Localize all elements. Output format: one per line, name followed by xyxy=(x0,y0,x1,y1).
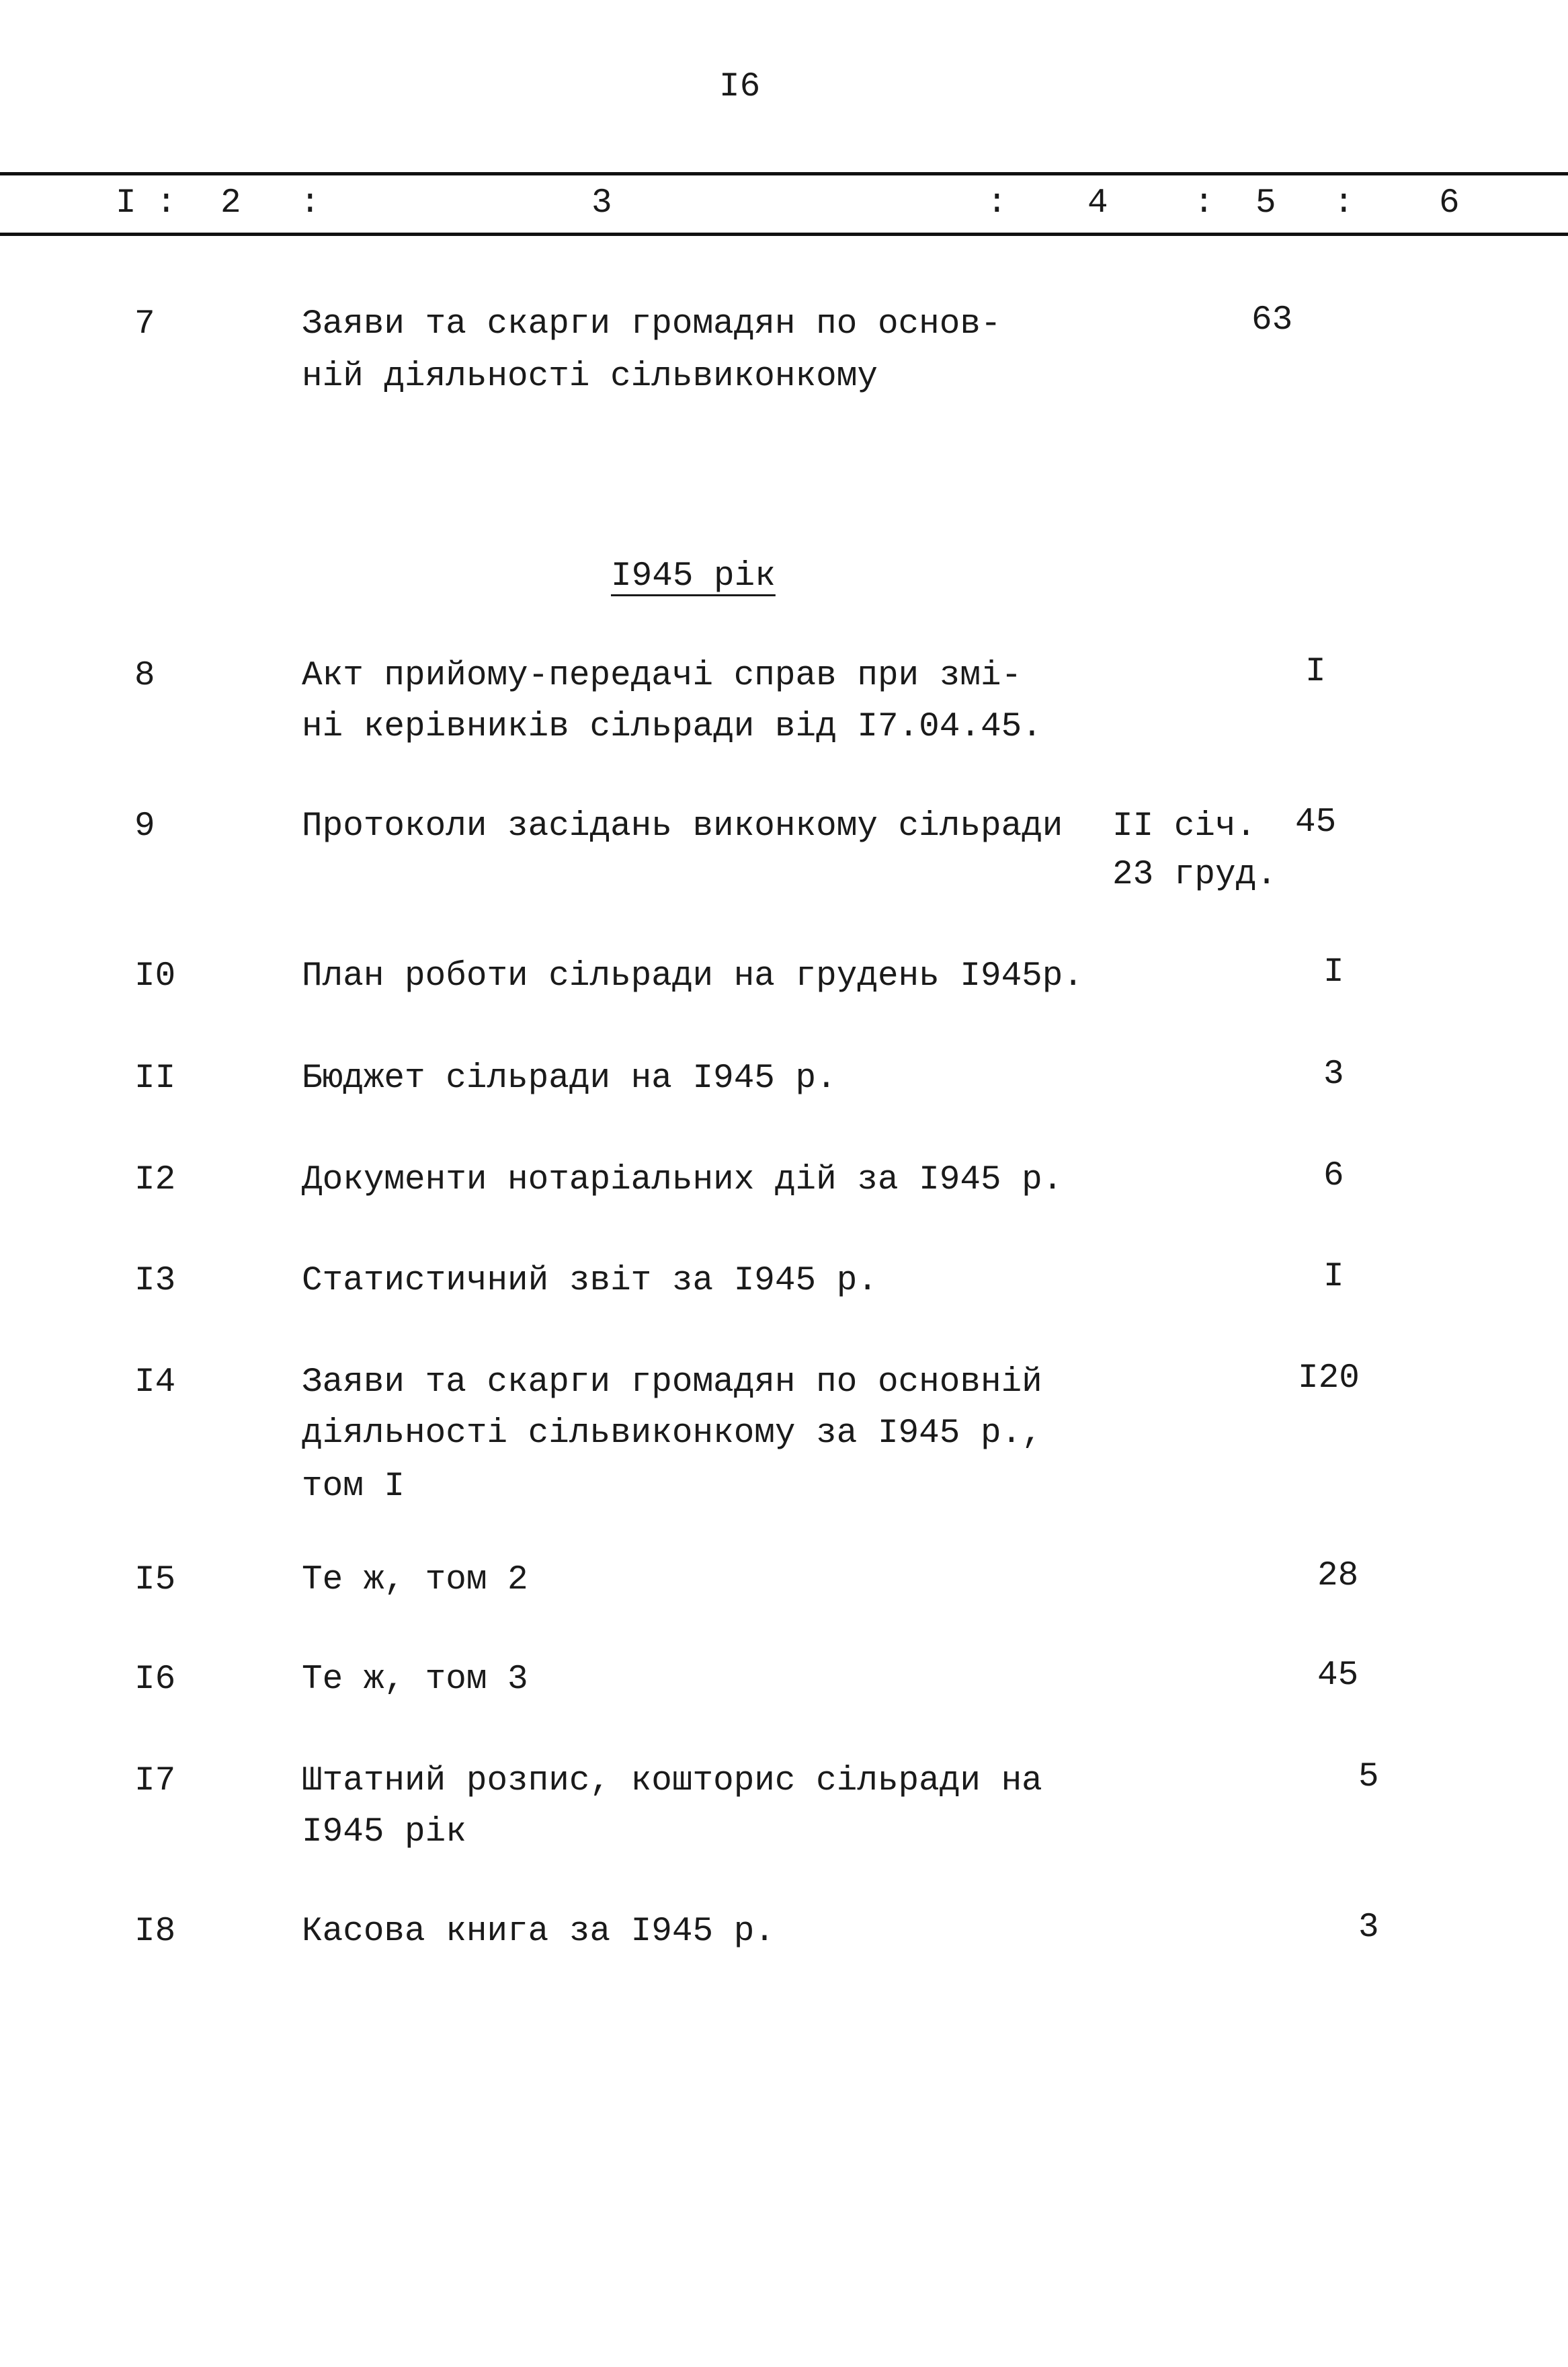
row-number: 9 xyxy=(134,807,155,846)
col-header-2: 2 xyxy=(220,184,241,223)
row-dates: II січ. xyxy=(1112,807,1257,846)
row-title: ні керівників сільради від I7.04.45. xyxy=(302,708,1042,746)
col-separator: : xyxy=(156,184,177,223)
row-count: 3 xyxy=(1358,1909,1379,1947)
row-count: 28 xyxy=(1317,1557,1359,1595)
row-title: Те ж, том 2 xyxy=(302,1561,528,1599)
row-number: I6 xyxy=(134,1660,176,1699)
col-separator: : xyxy=(1194,184,1214,223)
row-count: 3 xyxy=(1323,1055,1344,1094)
row-count: 5 xyxy=(1358,1758,1379,1796)
header-top-rule xyxy=(0,172,1568,175)
year-heading: I945 рік xyxy=(611,557,776,596)
row-dates: 23 груд. xyxy=(1112,856,1277,894)
row-count: I20 xyxy=(1298,1359,1360,1398)
row-count: 63 xyxy=(1251,301,1293,339)
row-title: Статистичний звіт за I945 р. xyxy=(302,1262,878,1300)
row-count: I xyxy=(1323,953,1344,992)
row-number: I2 xyxy=(134,1161,176,1199)
col-separator: : xyxy=(300,184,321,223)
row-title: План роботи сільради на грудень I945р. xyxy=(302,957,1083,996)
col-header-5: 5 xyxy=(1255,184,1276,223)
row-count: 45 xyxy=(1317,1656,1359,1695)
row-title: Те ж, том 3 xyxy=(302,1660,528,1699)
row-number: I7 xyxy=(134,1762,176,1800)
col-separator: : xyxy=(1333,184,1354,223)
row-number: 7 xyxy=(134,305,155,344)
col-header-3: 3 xyxy=(591,184,612,223)
col-separator: : xyxy=(987,184,1007,223)
row-number: I8 xyxy=(134,1913,176,1951)
col-header-1: I xyxy=(116,184,136,223)
row-number: I3 xyxy=(134,1262,176,1300)
row-number: I5 xyxy=(134,1561,176,1599)
row-number: I0 xyxy=(134,957,176,996)
row-number: 8 xyxy=(134,657,155,695)
row-title: діяльності сільвиконкому за I945 р., xyxy=(302,1414,1042,1453)
page-number: I6 xyxy=(719,68,761,106)
row-count: 45 xyxy=(1295,803,1337,842)
row-title: том I xyxy=(302,1468,405,1506)
row-title: Бюджет сільради на I945 р. xyxy=(302,1059,837,1098)
row-count: I xyxy=(1305,653,1326,691)
col-header-4: 4 xyxy=(1087,184,1108,223)
header-bottom-rule xyxy=(0,233,1568,236)
row-title: Протоколи засідань виконкому сільради xyxy=(302,807,1063,846)
row-title: Штатний розпис, кошторис сільради на xyxy=(302,1762,1042,1800)
row-number: II xyxy=(134,1059,176,1098)
row-title: Заяви та скарги громадян по основній xyxy=(302,1363,1042,1402)
row-title: ній діяльності сільвиконкому xyxy=(302,358,878,396)
row-number: I4 xyxy=(134,1363,176,1402)
row-title: I945 рік xyxy=(302,1813,466,1851)
row-title: Заяви та скарги громадян по основ- xyxy=(302,305,1001,344)
row-title: Документи нотаріальних дій за I945 р. xyxy=(302,1161,1063,1199)
row-title: Акт прийому-передачі справ при змі- xyxy=(302,657,1022,695)
row-count: 6 xyxy=(1323,1157,1344,1195)
row-title: Касова книга за I945 р. xyxy=(302,1913,775,1951)
col-header-6: 6 xyxy=(1439,184,1460,223)
row-count: I xyxy=(1323,1258,1344,1296)
